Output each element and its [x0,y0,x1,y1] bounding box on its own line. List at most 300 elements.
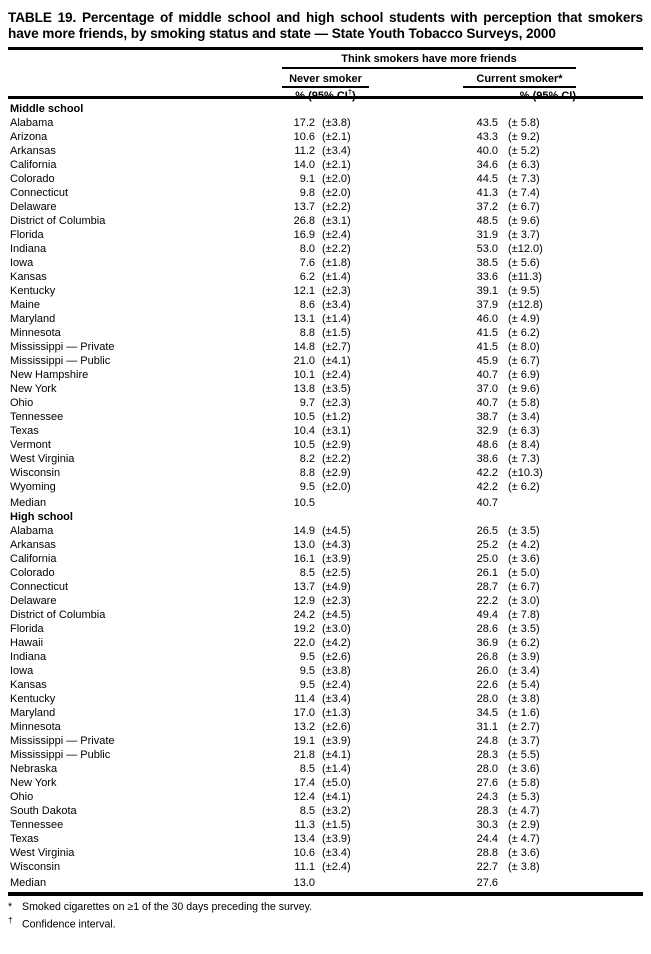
never-smoker-ci: (±2.4) [322,229,351,242]
never-smoker-pct: 12.9 [293,595,315,608]
current-smoker-ci: (± 6.7) [508,355,540,368]
current-smoker-pct: 38.5 [476,257,498,270]
table-header [8,50,643,103]
current-smoker-ci: (± 4.2) [508,539,540,552]
never-smoker-pct: 10.4 [293,425,315,438]
table-row [8,762,643,776]
current-smoker-pct: 25.0 [476,553,498,566]
table-row [8,776,643,790]
never-smoker-pct: 13.7 [293,581,315,594]
current-smoker-ci: (± 2.9) [508,819,540,832]
current-smoker-ci: (± 3.8) [508,861,540,874]
table-row [8,130,643,144]
never-smoker-ci: (±2.9) [322,439,351,452]
current-smoker-pct: 34.6 [476,159,498,172]
never-smoker-pct: 13.4 [293,833,315,846]
current-smoker-pct: 37.2 [476,201,498,214]
current-smoker-ci: (± 6.9) [508,369,540,382]
state-name: Florida [10,229,44,242]
current-smoker-ci: (± 4.7) [508,805,540,818]
current-smoker-ci: (± 5.5) [508,749,540,762]
state-name: New Hampshire [10,369,89,382]
table-row [8,818,643,832]
footnote-smoked-definition [8,901,643,915]
current-smoker-ci: (± 5.0) [508,567,540,580]
current-smoker-ci: (± 7.3) [508,173,540,186]
table-row [8,228,643,242]
table-row [8,608,643,622]
current-smoker-ci: (± 3.4) [508,665,540,678]
current-smoker-pct: 26.8 [476,651,498,664]
current-smoker-pct: 32.9 [476,425,498,438]
table-row [8,706,643,720]
table-row [8,396,643,410]
never-smoker-pct: 13.2 [293,721,315,734]
never-smoker-pct: 14.9 [293,525,315,538]
current-smoker-pct: 22.6 [476,679,498,692]
section-name: High school [10,511,73,524]
state-name: Alabama [10,117,54,130]
current-smoker-pct: 26.1 [476,567,498,580]
current-smoker-ci: (± 3.6) [508,763,540,776]
median-label: Median [10,497,47,510]
footnotes [8,896,643,933]
never-smoker-ci: (±2.9) [322,467,351,480]
state-name: New York [10,383,57,396]
never-smoker-ci: (±3.8) [322,117,351,130]
current-smoker-ci: (± 7.4) [508,187,540,200]
table-row [8,552,643,566]
never-smoker-pct: 8.0 [299,243,315,256]
never-smoker-pct: 13.1 [293,313,315,326]
state-name: Kentucky [10,285,56,298]
current-smoker-pct: 28.0 [476,693,498,706]
never-smoker-ci: (±2.7) [322,341,351,354]
never-smoker-ci: (±3.1) [322,215,351,228]
state-name: Mississippi — Private [10,341,115,354]
never-smoker-pct: 8.5 [299,567,315,580]
never-smoker-ci: (±1.4) [322,271,351,284]
never-smoker-ci: (±4.1) [322,749,351,762]
never-smoker-ci: (±2.3) [322,285,351,298]
never-smoker-pct: 10.1 [293,369,315,382]
state-name: Arkansas [10,145,56,158]
current-smoker-ci: (± 9.5) [508,285,540,298]
current-smoker-ci: (± 3.6) [508,553,540,566]
never-smoker-ci: (±2.1) [322,159,351,172]
current-smoker-pct: 25.2 [476,539,498,552]
never-smoker-ci: (±3.1) [322,425,351,438]
never-smoker-ci: (±3.4) [322,847,351,860]
current-smoker-median-ci [498,876,576,890]
column-group-never-smoker [282,73,369,102]
never-smoker-ci: (±2.4) [322,679,351,692]
never-smoker-ci: (±2.3) [322,595,351,608]
median-row [8,876,643,890]
never-smoker-ci: (±2.2) [322,201,351,214]
never-smoker-pct: 8.8 [299,467,315,480]
current-smoker-pct: 36.9 [476,637,498,650]
never-smoker-ci: (±4.9) [322,581,351,594]
state-name: District of Columbia [10,609,106,622]
never-smoker-pct: 12.4 [293,791,315,804]
never-smoker-pct: 21.0 [293,355,315,368]
never-smoker-pct: 22.0 [293,637,315,650]
never-smoker-ci: (±1.5) [322,327,351,340]
state-name: Maryland [10,313,56,326]
current-smoker-subheader: % (95% CI) [519,90,576,103]
current-smoker-ci: (± 9.6) [508,215,540,228]
current-smoker-ci: (± 3.9) [508,651,540,664]
state-name: Iowa [10,665,34,678]
state-name: Wisconsin [10,467,61,480]
state-name: Ohio [10,397,34,410]
state-name: Kentucky [10,693,56,706]
current-smoker-pct: 48.5 [476,215,498,228]
never-sub-main: % (95% CI [295,90,348,103]
current-smoker-pct: 22.2 [476,595,498,608]
current-smoker-ci: (± 6.7) [508,201,540,214]
never-smoker-ci: (±4.3) [322,539,351,552]
never-smoker-ci: (±1.2) [322,411,351,424]
never-smoker-ci: (±4.1) [322,355,351,368]
never-smoker-ci: (±3.9) [322,735,351,748]
current-smoker-pct: 28.3 [476,805,498,818]
footnote-ci-definition [8,914,643,932]
state-name: California [10,553,57,566]
never-smoker-pct: 9.7 [299,397,315,410]
never-smoker-ci: (±2.6) [322,721,351,734]
never-smoker-median-ci [315,496,382,510]
state-name: Arizona [10,131,48,144]
state-name: District of Columbia [10,215,106,228]
current-smoker-header: Current smoker* [463,73,576,88]
current-smoker-ci: (± 6.3) [508,425,540,438]
table-row [8,524,643,538]
state-name: Mississippi — Public [10,355,111,368]
never-smoker-ci: (±2.4) [322,861,351,874]
never-smoker-pct: 14.8 [293,341,315,354]
current-smoker-pct: 38.6 [476,453,498,466]
column-spanner-label: Think smokers have more friends [282,53,576,69]
table-row [8,678,643,692]
table-row [8,860,643,874]
state-name: South Dakota [10,805,77,818]
current-smoker-pct: 43.3 [476,131,498,144]
current-smoker-ci: (± 7.8) [508,609,540,622]
never-smoker-median: 13.0 [293,877,315,890]
table-row [8,354,643,368]
never-smoker-ci: (±2.0) [322,187,351,200]
current-smoker-pct: 41.3 [476,187,498,200]
never-smoker-ci: (±3.0) [322,623,351,636]
table-row [8,622,643,636]
never-smoker-pct: 17.0 [293,707,315,720]
current-smoker-pct: 40.7 [476,397,498,410]
table-row [8,466,643,480]
current-smoker-pct: 28.7 [476,581,498,594]
dagger-marker: † [8,915,13,926]
current-smoker-pct: 31.1 [476,721,498,734]
current-smoker-ci: (± 5.2) [508,145,540,158]
current-smoker-pct: 53.0 [476,243,498,256]
never-smoker-pct: 8.5 [299,805,315,818]
state-name: Connecticut [10,187,69,200]
table-row [8,636,643,650]
never-smoker-ci: (±1.4) [322,313,351,326]
state-name: West Virginia [10,847,75,860]
current-smoker-ci: (± 3.7) [508,735,540,748]
current-smoker-ci: (± 9.2) [508,131,540,144]
state-name: New York [10,777,57,790]
never-smoker-pct: 9.5 [299,481,315,494]
never-smoker-ci: (±2.2) [322,243,351,256]
never-smoker-ci: (±1.5) [322,819,351,832]
median-row [8,496,643,510]
current-smoker-ci: (± 3.4) [508,411,540,424]
state-name: Mississippi — Private [10,735,115,748]
current-smoker-ci: (± 6.3) [508,159,540,172]
table-row [8,368,643,382]
state-name: Texas [10,425,39,438]
current-smoker-ci: (± 3.6) [508,847,540,860]
current-smoker-ci: (± 5.8) [508,117,540,130]
never-smoker-pct: 17.4 [293,777,315,790]
column-group-current-smoker [463,73,576,102]
state-name: Arkansas [10,539,56,552]
current-smoker-pct: 33.6 [476,271,498,284]
current-smoker-ci: (±12.8) [508,299,543,312]
current-smoker-pct: 41.5 [476,341,498,354]
current-smoker-pct: 42.2 [476,481,498,494]
state-name: Indiana [10,651,47,664]
current-smoker-pct: 34.5 [476,707,498,720]
state-name: Vermont [10,439,51,452]
never-smoker-pct: 19.2 [293,623,315,636]
current-smoker-ci: (± 8.4) [508,439,540,452]
never-smoker-ci: (±3.2) [322,805,351,818]
table-title: TABLE 19. Percentage of middle school and high school students with perception that smokers have more friends, by smoking status and state — State Youth Tobacco Surveys, 2000 [8,10,643,42]
never-smoker-pct: 17.2 [293,117,315,130]
never-smoker-pct: 13.7 [293,201,315,214]
never-smoker-pct: 12.1 [293,285,315,298]
table-row [8,326,643,340]
table-row [8,298,643,312]
never-smoker-pct: 7.6 [299,257,315,270]
table-row [8,214,643,228]
never-smoker-pct: 11.4 [294,693,315,706]
current-smoker-ci: (± 5.8) [508,777,540,790]
never-smoker-pct: 9.5 [299,665,315,678]
current-smoker-pct: 26.5 [476,525,498,538]
current-smoker-ci: (±12.0) [508,243,543,256]
state-name: Alabama [10,525,54,538]
current-smoker-pct: 24.3 [476,791,498,804]
never-smoker-pct: 14.0 [293,159,315,172]
table-row [8,664,643,678]
table-row [8,846,643,860]
never-smoker-pct: 24.2 [293,609,315,622]
current-smoker-ci: (± 8.0) [508,341,540,354]
never-smoker-ci: (±1.4) [322,763,351,776]
current-smoker-ci: (± 6.2) [508,327,540,340]
never-sub-close: ) [352,90,356,103]
table-row [8,650,643,664]
current-smoker-ci: (± 6.2) [508,637,540,650]
table-row [8,832,643,846]
state-name: Colorado [10,173,55,186]
never-smoker-pct: 9.1 [299,173,315,186]
never-smoker-header: Never smoker [282,73,369,88]
state-name: Connecticut [10,581,69,594]
state-name: Maine [10,299,40,312]
section-header [8,102,643,116]
never-smoker-ci: (±2.4) [322,369,351,382]
never-smoker-median-ci [315,876,382,890]
current-smoker-ci: (± 3.8) [508,693,540,706]
current-smoker-pct: 43.5 [476,117,498,130]
table-row [8,382,643,396]
table-row [8,692,643,706]
state-name: Indiana [10,243,47,256]
current-smoker-pct: 37.9 [476,299,498,312]
current-smoker-median-ci [498,496,576,510]
current-smoker-ci: (± 6.2) [508,481,540,494]
table-row [8,312,643,326]
never-smoker-ci: (±2.2) [322,453,351,466]
never-smoker-ci: (±4.2) [322,637,351,650]
never-smoker-ci: (±3.5) [322,383,351,396]
state-name: Tennessee [10,819,64,832]
current-smoker-ci: (± 1.6) [508,707,540,720]
never-smoker-pct: 6.2 [299,271,315,284]
never-smoker-ci: (±2.1) [322,131,351,144]
never-smoker-ci: (±4.1) [322,791,351,804]
current-smoker-ci: (± 4.7) [508,833,540,846]
table-row [8,480,643,494]
table-row [8,200,643,214]
never-smoker-pct: 11.3 [294,819,315,832]
current-smoker-pct: 31.9 [476,229,498,242]
state-name: Delaware [10,201,57,214]
table-row [8,734,643,748]
current-smoker-pct: 39.1 [476,285,498,298]
never-smoker-pct: 9.8 [299,187,315,200]
table-row [8,340,643,354]
table-row [8,804,643,818]
table-row [8,284,643,298]
never-smoker-ci: (±2.0) [322,173,351,186]
current-smoker-ci: (±11.3) [508,271,542,284]
table-row [8,438,643,452]
footnote-text: Confidence interval. [22,918,116,931]
never-smoker-median: 10.5 [293,497,315,510]
table-row [8,790,643,804]
never-smoker-pct: 13.0 [293,539,315,552]
current-smoker-ci: (± 6.7) [508,581,540,594]
current-smoker-pct: 30.3 [476,819,498,832]
asterisk-marker: * [8,900,13,913]
never-smoker-pct: 10.6 [293,131,315,144]
never-smoker-pct: 11.1 [294,861,315,874]
state-name: Minnesota [10,327,61,340]
table-row [8,410,643,424]
current-smoker-ci: (± 5.6) [508,257,540,270]
state-name: Kansas [10,271,47,284]
table-row [8,748,643,762]
table-body [8,99,643,890]
state-name: Texas [10,833,39,846]
footnote-text: Smoked cigarettes on ≥1 of the 30 days preceding the survey. [22,900,313,913]
current-smoker-pct: 28.3 [476,749,498,762]
current-smoker-ci: (± 5.8) [508,397,540,410]
never-smoker-ci: (±2.0) [322,481,351,494]
current-smoker-ci: (± 4.9) [508,313,540,326]
never-smoker-ci: (±3.9) [322,553,351,566]
state-name: California [10,159,57,172]
never-smoker-pct: 8.8 [299,327,315,340]
never-smoker-ci: (±3.8) [322,665,351,678]
state-name: Nebraska [10,763,58,776]
never-smoker-pct: 10.6 [293,847,315,860]
current-smoker-pct: 48.6 [476,439,498,452]
never-smoker-ci: (±3.9) [322,833,351,846]
state-name: Maryland [10,707,56,720]
current-smoker-pct: 28.0 [476,763,498,776]
never-smoker-ci: (±3.4) [322,693,351,706]
table-row [8,566,643,580]
current-smoker-median: 40.7 [476,497,498,510]
current-smoker-pct: 24.8 [476,735,498,748]
table-row [8,116,643,130]
state-name: West Virginia [10,453,75,466]
never-smoker-ci: (±4.5) [322,525,351,538]
state-name: Tennessee [10,411,64,424]
table-row [8,270,643,284]
section-name: Middle school [10,103,84,116]
state-name: Delaware [10,595,57,608]
dagger-footnote-marker: † [347,87,353,97]
never-smoker-pct: 9.5 [299,679,315,692]
current-smoker-pct: 42.2 [476,467,498,480]
never-smoker-pct: 10.5 [293,411,315,424]
never-smoker-ci: (±3.4) [322,299,351,312]
current-smoker-ci: (± 9.6) [508,383,540,396]
never-smoker-ci: (±2.3) [322,397,351,410]
state-name: Wyoming [10,481,56,494]
state-name: Kansas [10,679,47,692]
state-name: Florida [10,623,44,636]
never-smoker-ci: (±1.8) [322,257,351,270]
current-smoker-pct: 26.0 [476,665,498,678]
never-smoker-ci: (±4.5) [322,609,351,622]
never-smoker-pct: 8.5 [299,763,315,776]
section-header [8,510,643,524]
table-row [8,172,643,186]
table-row [8,594,643,608]
table-row [8,144,643,158]
table-row [8,158,643,172]
table-row [8,242,643,256]
current-smoker-median: 27.6 [476,877,498,890]
never-smoker-pct: 8.6 [299,299,315,312]
current-smoker-pct: 45.9 [476,355,498,368]
state-name: Iowa [10,257,34,270]
never-smoker-ci: (±1.3) [322,707,351,720]
never-smoker-pct: 21.8 [293,749,315,762]
current-smoker-pct: 27.6 [476,777,498,790]
state-name: Ohio [10,791,34,804]
